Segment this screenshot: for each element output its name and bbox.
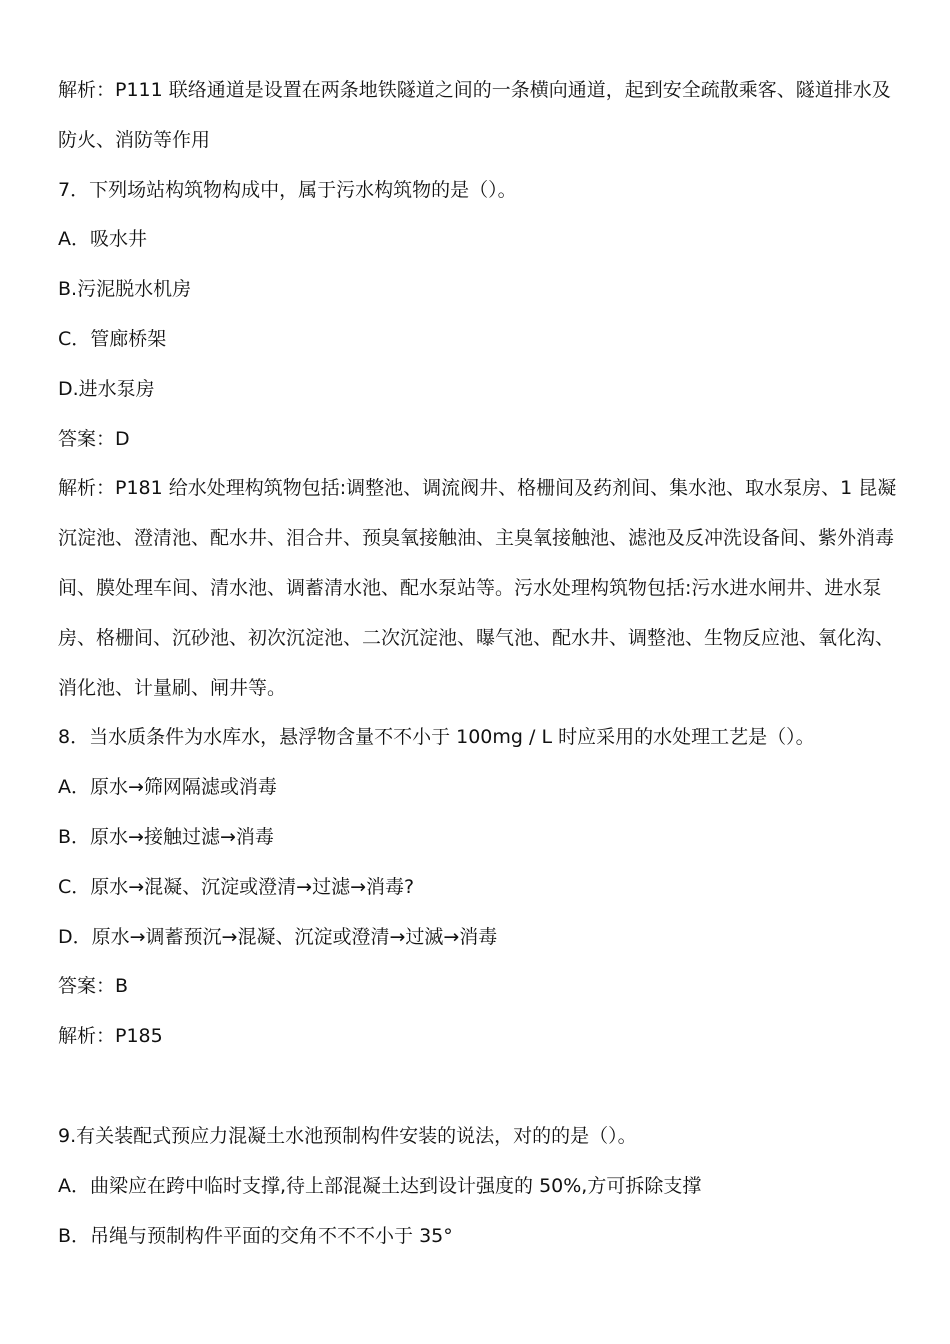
q7-option-d: D.进水泵房	[58, 377, 155, 400]
question-9: 9.有关装配式预应力混凝土水池预制构件安装的说法，对的的是（）。	[58, 1124, 637, 1147]
q9-option-b: B．吊绳与预制构件平面的交角不不不小于 35°	[58, 1224, 453, 1247]
q7-answer: 答案：D	[58, 427, 130, 450]
question-8: 8．当水质条件为水库水，悬浮物含量不不小于 100mg / L 时应采用的水处理工艺是（）。	[58, 726, 815, 749]
q8-option-c: C．原水→混凝、沉淀或澄清→过滤→消毒?	[58, 875, 415, 898]
q8-answer: 答案：B	[58, 975, 129, 998]
q8-option-a: A．原水→筛网隔滤或消毒	[58, 776, 277, 799]
q9-option-a: A．曲梁应在跨中临时支撑,待上部混凝土达到设计强度的 50%,方可拆除支撑	[58, 1174, 702, 1197]
document-page	[58, 66, 908, 1261]
q8-option-b: B．原水→接触过滤→消毒	[58, 825, 274, 848]
q8-option-d: D．原水→调蓄预沉→混凝、沉淀或澄清→过滅→消毒	[58, 925, 498, 948]
blank-spacer	[58, 1062, 908, 1112]
analysis-p181: 解析：P181 给水处理构筑物包括:调整池、调流阀井、格栅间及药剂间、集水池、取水泵房、1 昆凝沉淀池、澄清池、配水井、泪合井、预臭氧接触油、主臭氧接触池、滤池及反冲洗设备间、紫外消毒间、膜处理车间、清水池、调蓄清水池、配水泵站等。污水处理构筑物包括:污水进水闸井、进水泵房、格栅间、沉砂池、初次沉淀池、二次沉淀池、曝气池、配水井、调整池、生物反应池、氧化沟、消化池、计量刷、闸井等。	[58, 477, 897, 699]
analysis-p185: 解析：P185	[58, 1025, 163, 1048]
question-7: 7．下列场站构筑物构成中，属于污水构筑物的是（）。	[58, 178, 517, 201]
analysis-p111: 解析：P111 联络通道是设置在两条地铁隧道之间的一条横向通道，起到安全疏散乘客、隧道排水及防火、消防等作用	[58, 79, 891, 151]
q7-option-c: C．管廊桥架	[58, 327, 167, 350]
q7-option-b: B.污泥脱水机房	[58, 278, 192, 301]
q7-option-a: A．吸水井	[58, 228, 147, 251]
